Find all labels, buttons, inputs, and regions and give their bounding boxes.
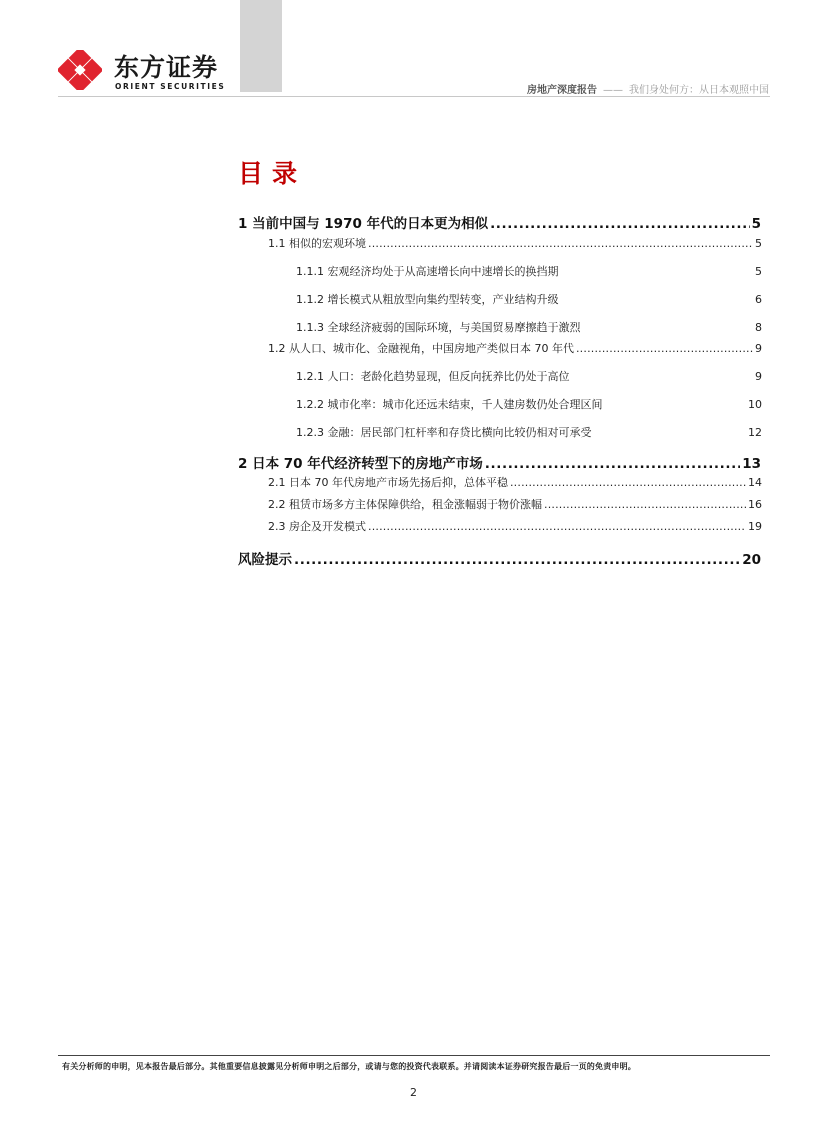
toc-entry-text: 1.1.2 增长模式从粗放型向集约型转变，产业结构升级 (296, 293, 559, 306)
toc-leader (510, 476, 746, 489)
orient-securities-logo-icon (58, 50, 102, 90)
toc-entry-page: 5 (751, 216, 761, 232)
toc-entry-text: 1.1.1 宏观经济均处于从高速增长向中速增长的换挡期 (296, 265, 559, 278)
toc-entry[interactable] (296, 263, 762, 279)
page-number: 2 (410, 1086, 417, 1099)
toc-leader (544, 498, 746, 511)
toc-entry[interactable] (268, 235, 762, 251)
header-divider (58, 96, 770, 97)
toc-entry-text: 1.2.2 城市化率：城市化还远未结束，千人建房数仍处合理区间 (296, 398, 603, 411)
toc-entry-page: 8 (755, 321, 762, 334)
company-logo (58, 48, 228, 94)
header-separator: —— (603, 85, 623, 96)
toc-entry-text: 2 日本 70 年代经济转型下的房地产市场 (238, 456, 483, 472)
toc-entry-text: 1.1.3 全球经济疲弱的国际环境，与美国贸易摩擦趋于激烈 (296, 321, 581, 334)
footer-disclaimer: 有关分析师的申明，见本报告最后部分。其他重要信息披露见分析师申明之后部分，或请与您的投资代表联系。并请阅读本证券研究报告最后一页的免责申明。 (62, 1062, 636, 1071)
toc-entry[interactable] (296, 291, 762, 307)
toc-leader (576, 342, 753, 355)
toc-leader (490, 216, 750, 232)
toc-entry-page: 19 (748, 520, 762, 533)
toc-entry-page: 6 (755, 293, 762, 306)
toc-entry[interactable] (296, 424, 762, 440)
toc-entry[interactable] (296, 368, 762, 384)
report-header (527, 81, 769, 96)
toc-entry-text: 1.2.3 金融：居民部门杠杆率和存贷比横向比较仍相对可承受 (296, 426, 592, 439)
report-title: 我们身处何方：从日本观照中国 (629, 85, 769, 96)
toc-entry-page: 5 (755, 237, 762, 250)
toc-entry[interactable] (296, 396, 762, 412)
toc-entry-page: 20 (742, 552, 761, 568)
toc-entry[interactable] (268, 340, 762, 356)
toc-leader (485, 456, 740, 472)
toc-entry-text: 1 当前中国与 1970 年代的日本更为相似 (238, 216, 489, 232)
toc-leader (368, 520, 746, 533)
toc-entry[interactable] (238, 452, 761, 472)
toc-leader (368, 237, 753, 250)
toc-entry[interactable] (268, 518, 762, 534)
toc-entry-page: 5 (755, 265, 762, 278)
toc-entry-page: 12 (748, 426, 762, 439)
logo-english-name: ORIENT SECURITIES (115, 82, 226, 91)
toc-entry-page: 9 (755, 342, 762, 355)
toc-title: 目录 (238, 159, 307, 188)
report-type: 房地产深度报告 (527, 85, 597, 96)
toc-entry-page: 9 (755, 370, 762, 383)
toc-entry-text: 2.1 日本 70 年代房地产市场先扬后抑，总体平稳 (268, 476, 508, 489)
toc-entry[interactable] (296, 319, 762, 335)
toc-entry-page: 16 (748, 498, 762, 511)
toc-entry-text: 1.2.1 人口：老龄化趋势显现，但反向抚养比仍处于高位 (296, 370, 570, 383)
toc-entry-page: 10 (748, 398, 762, 411)
toc-entry[interactable] (268, 474, 762, 490)
toc-leader (294, 552, 740, 568)
toc-entry-text: 2.3 房企及开发模式 (268, 520, 366, 533)
header-gray-tab (240, 0, 282, 92)
toc-entry[interactable] (238, 548, 761, 568)
toc-entry-page: 14 (748, 476, 762, 489)
toc-entry-text: 1.1 相似的宏观环境 (268, 237, 366, 250)
toc-entry-page: 13 (742, 456, 761, 472)
logo-chinese-name: 东方证券 (114, 53, 219, 82)
footer-divider (58, 1055, 770, 1056)
toc-entry[interactable] (238, 212, 761, 232)
toc-entry-text: 风险提示 (238, 552, 292, 568)
toc-entry-text: 1.2 从人口、城市化、金融视角，中国房地产类似日本 70 年代 (268, 342, 574, 355)
toc-entry[interactable] (268, 496, 762, 512)
toc-entry-text: 2.2 租赁市场多方主体保障供给，租金涨幅弱于物价涨幅 (268, 498, 542, 511)
